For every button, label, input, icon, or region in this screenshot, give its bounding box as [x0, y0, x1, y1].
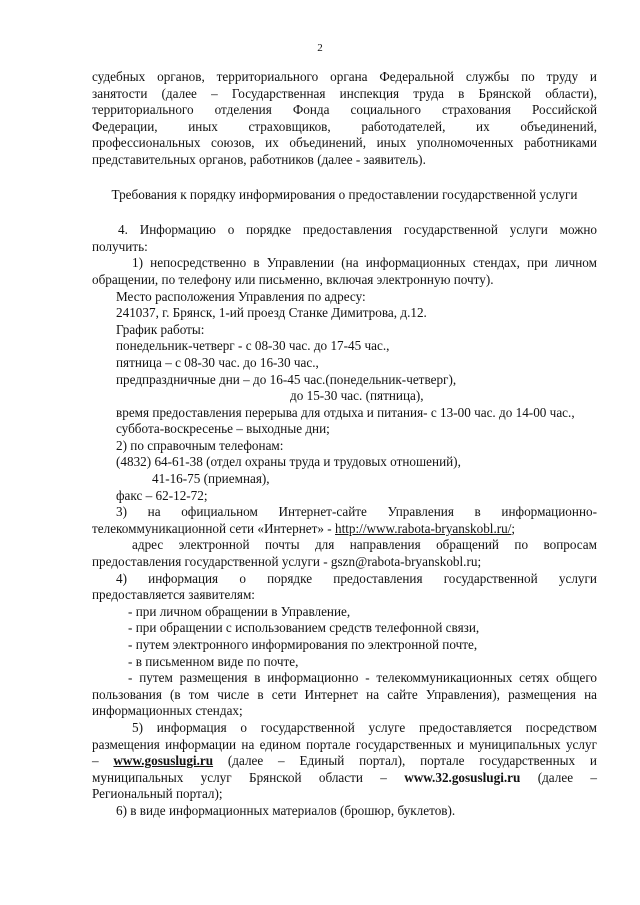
- item4b-line: 4) информация о порядке предоставления государственной услуги: [116, 570, 597, 586]
- email-line: адрес электронной почты для направления обращений по вопросам: [132, 537, 597, 553]
- item4-line: получить:: [92, 238, 148, 254]
- document-body: [92, 69, 597, 820]
- section-heading: Требования к порядку информирования о предоставлении государственной услуги: [111, 186, 578, 202]
- list-item-continued: информационных стендах;: [92, 703, 243, 719]
- intro-line: занятости (далее – Государственная инспекция труда в Брянской области),: [92, 85, 597, 101]
- item5-dash: –: [92, 753, 114, 769]
- list-item: - путем электронного информирования по электронной почте,: [128, 637, 478, 652]
- schedule-pre-holiday: предпраздничные дни – до 16-45 час.(понедельник-четверг),: [116, 371, 457, 387]
- schedule-fri: пятница – с 08-30 час. до 16-30 час.,: [116, 354, 319, 370]
- item2-phone1: (4832) 64-61-38 (отдел охраны труда и трудовых отношений),: [116, 454, 461, 470]
- location-label: Место расположения Управления по адресу:: [116, 288, 366, 304]
- item2-phone2: 41-16-75 (приемная),: [152, 471, 270, 487]
- intro-line: представительных органов, работников (далее - заявитель).: [92, 151, 426, 167]
- item5-line4: [92, 770, 597, 787]
- item5-line: Региональный портал);: [92, 786, 223, 802]
- item3-line2-text: телекоммуникационной сети «Интернет» -: [92, 520, 335, 536]
- item3-line: 3) на официальном Интернет-сайте Управления в информационно-: [116, 504, 597, 520]
- item4b-line: предоставляется заявителям:: [92, 587, 255, 603]
- list-item-continued: пользования (в том числе в сети Интернет на сайте Управления), размещения на: [92, 686, 597, 702]
- item2-fax: факс – 62-12-72;: [116, 487, 208, 503]
- item5-line: 5) информация о государственной услуге предоставляется посредством: [132, 719, 597, 735]
- item1-line: обращении, по телефону или письменно, включая электронную почту).: [92, 271, 494, 287]
- schedule-label: График работы:: [116, 321, 205, 337]
- website-link[interactable]: http://www.rabota-bryanskobl.ru/: [334, 520, 512, 536]
- schedule-mon-thu: понедельник-четверг - с 08-30 час. до 17-45 час.,: [116, 338, 390, 354]
- item1-line: 1) непосредственно в Управлении (на информационных стендах, при личном: [132, 255, 597, 271]
- item5-line4-text: муниципальных услуг Брянской области –: [92, 769, 405, 785]
- schedule-pre-holiday-fri: до 15-30 час. (пятница),: [290, 388, 424, 404]
- regional-portal-link[interactable]: www.32.gosuslugi.ru: [404, 769, 521, 785]
- item2-label: 2) по справочным телефонам:: [116, 437, 284, 453]
- schedule-break: время предоставления перерыва для отдыха и питания- с 13-00 час. до 14-00 час.,: [116, 404, 575, 420]
- schedule-weekend: суббота-воскресенье – выходные дни;: [116, 421, 330, 437]
- gosuslugi-link[interactable]: www.gosuslugi.ru: [113, 753, 214, 769]
- item4-line: 4. Информацию о порядке предоставления государственной услуги можно: [118, 222, 597, 238]
- intro-line: судебных органов, территориального органа Федеральной службы по труду и: [92, 69, 597, 84]
- item5-line3: [92, 753, 597, 770]
- list-item: - путем размещения в информационно - телекоммуникационных сетях общего: [128, 670, 597, 686]
- item5-line3-rest: (далее – Единый портал), портале государственных и: [213, 753, 597, 769]
- item5-line: размещения информации на едином портале государственных и муниципальных услуг: [92, 736, 597, 752]
- list-item: - при личном обращении в Управление,: [128, 603, 351, 619]
- list-item: - при обращении с использованием средств телефонной связи,: [128, 620, 480, 636]
- intro-line: Федерации, иных страховщиков, работодателей, их объединений,: [92, 118, 597, 134]
- item5-line4-rest: (далее –: [520, 769, 597, 785]
- intro-paragraph: [92, 69, 597, 169]
- location-address: 241037, г. Брянск, 1-ий проезд Станке Димитрова, д.12.: [116, 305, 427, 321]
- item3-line2: [92, 521, 597, 538]
- intro-line: профессиональных союзов, их объединений, иных уполномоченных работниками: [92, 135, 597, 151]
- page-number: 2: [317, 42, 323, 54]
- item3-line2-end: ;: [511, 520, 516, 536]
- item6-line: 6) в виде информационных материалов (брошюр, буклетов).: [116, 802, 456, 818]
- intro-line: территориального отделения Фонда социального страхования Российской: [92, 102, 597, 118]
- email-line: предоставления государственной услуги - gszn@rabota-bryanskobl.ru;: [92, 554, 482, 570]
- list-item: - в письменном виде по почте,: [128, 653, 299, 669]
